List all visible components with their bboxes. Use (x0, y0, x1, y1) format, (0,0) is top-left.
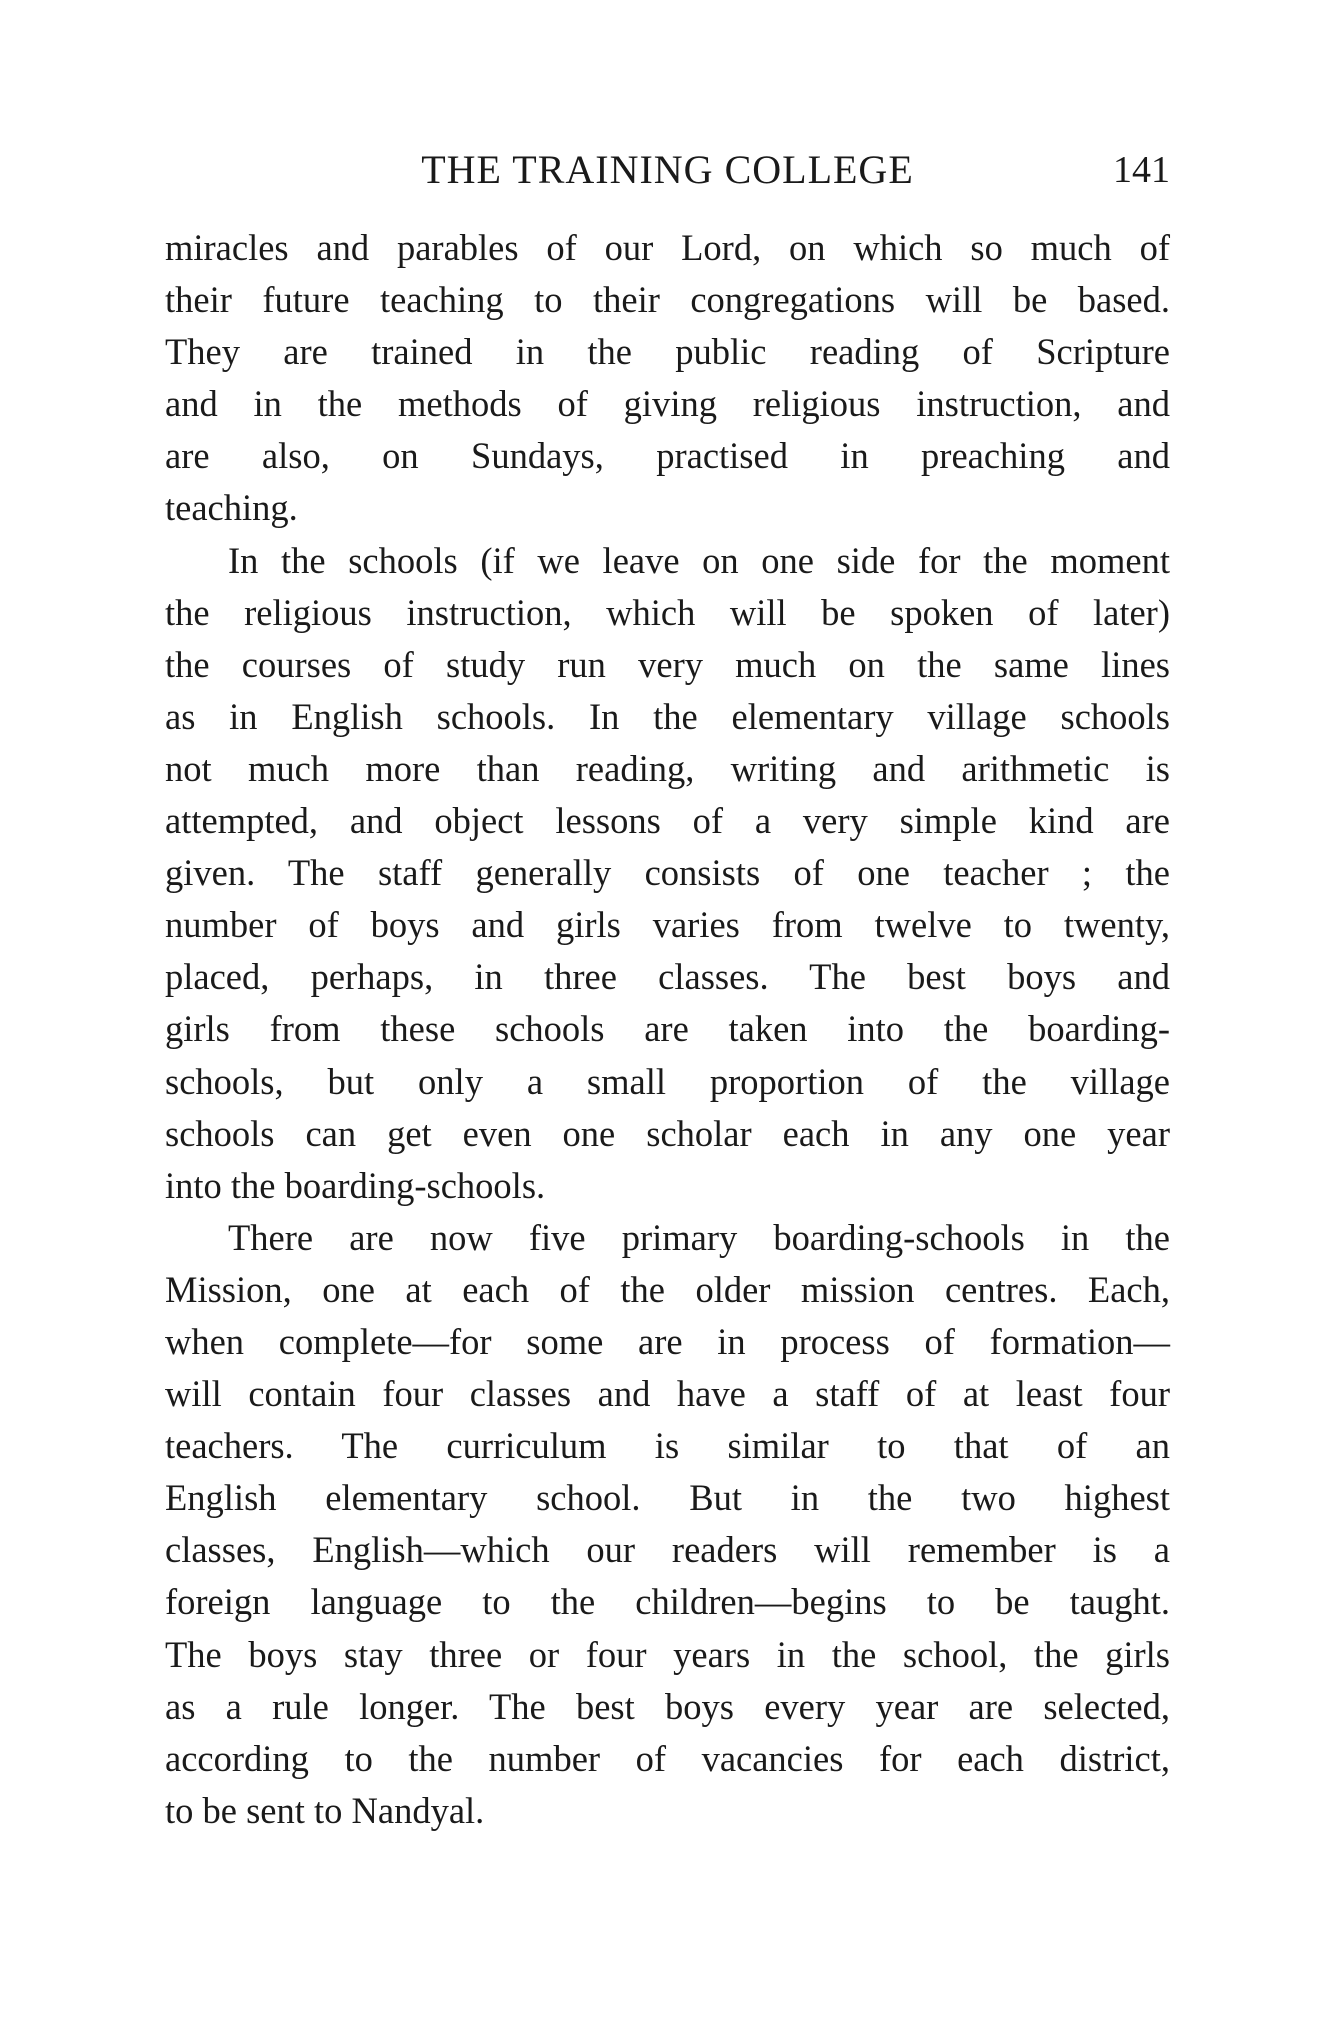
text-line: given. The staff generally consists of one teacher ; the (165, 852, 1170, 894)
text-line: The boys stay three or four years in the school, the girls (165, 1633, 1170, 1675)
running-title: THE TRAINING COLLEGE (421, 147, 914, 192)
text-line: girls from these schools are taken into the boarding- (165, 1008, 1170, 1050)
text-line: are also, on Sundays, practised in preaching and (165, 435, 1170, 477)
text-line: their future teaching to their congregations will be based. (165, 279, 1170, 321)
page-number: 141 (1113, 149, 1170, 191)
paragraph-end-line: teaching. (165, 487, 298, 529)
paragraph-start-line: In the schools (if we leave on one side for the moment (228, 539, 1170, 581)
paragraph-end-line: into the boarding-schools. (165, 1164, 546, 1206)
text-line: teachers. The curriculum is similar to that of an (165, 1425, 1170, 1467)
running-head (165, 140, 1170, 200)
text-line: They are trained in the public reading of Scripture (165, 331, 1170, 373)
text-line: schools, but only a small proportion of the village (165, 1060, 1170, 1102)
text-line: according to the number of vacancies for each district, (165, 1737, 1170, 1779)
text-line: not much more than reading, writing and arithmetic is (165, 747, 1170, 789)
text-line: schools can get even one scholar each in any one year (165, 1112, 1170, 1154)
paragraph-end-line: to be sent to Nandyal. (165, 1789, 485, 1831)
text-line: Mission, one at each of the older mission centres. Each, (165, 1268, 1170, 1310)
text-line: the courses of study run very much on the same lines (165, 643, 1170, 685)
text-line: placed, perhaps, in three classes. The best boys and (165, 956, 1170, 998)
text-line: and in the methods of giving religious instruction, and (165, 383, 1170, 425)
text-line: number of boys and girls varies from twelve to twenty, (165, 904, 1170, 946)
text-line: as in English schools. In the elementary village schools (165, 695, 1170, 737)
paragraph-start-line: There are now five primary boarding-schools in the (228, 1216, 1170, 1258)
text-line: English elementary school. But in the two highest (165, 1477, 1170, 1519)
text-line: miracles and parables of our Lord, on which so much of (165, 227, 1170, 268)
text-line: when complete—for some are in process of formation— (165, 1320, 1170, 1362)
text-line: the religious instruction, which will be spoken of later) (165, 591, 1170, 633)
text-line: attempted, and object lessons of a very simple kind are (165, 800, 1170, 842)
text-line: will contain four classes and have a staff of at least four (165, 1373, 1170, 1415)
body-text (165, 222, 1170, 1837)
text-line: as a rule longer. The best boys every year are selected, (165, 1685, 1170, 1727)
text-line: foreign language to the children—begins to be taught. (165, 1581, 1170, 1623)
text-line: classes, English—which our readers will remember is a (165, 1529, 1170, 1571)
